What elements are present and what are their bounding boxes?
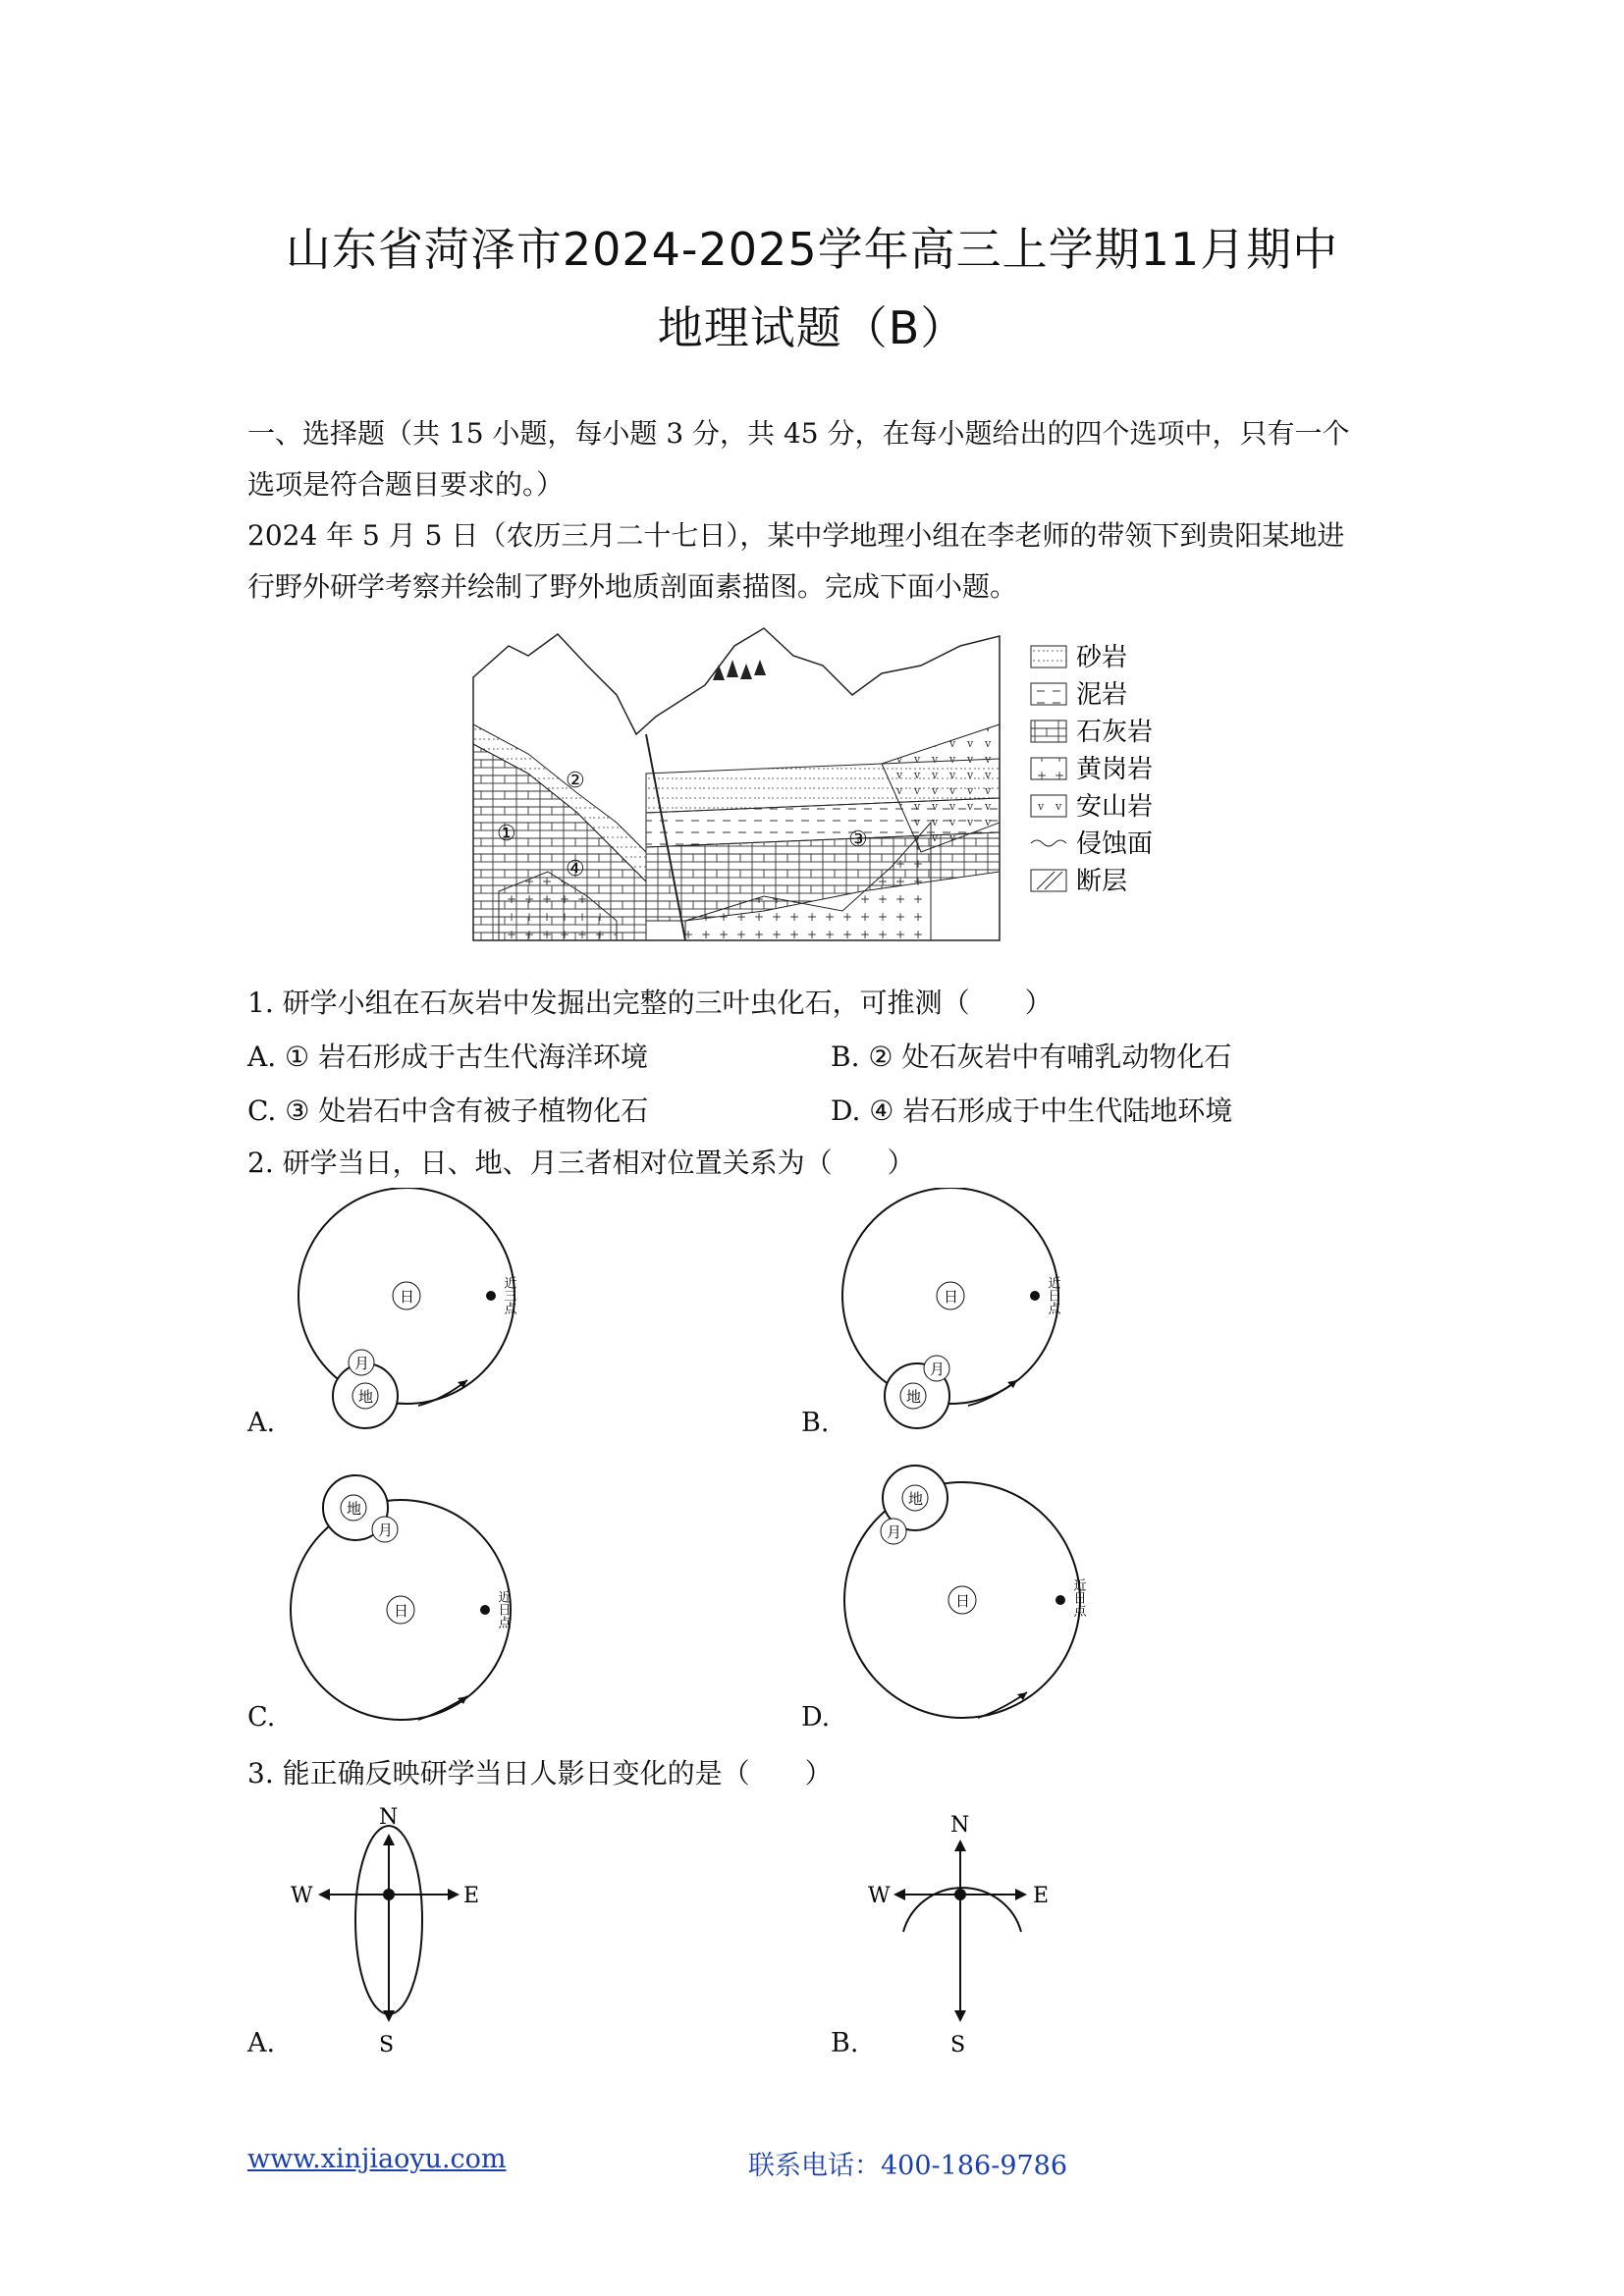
sun-label: 日 [955,1592,971,1610]
legend-andesite: 安山岩 [1076,792,1154,822]
moon-label: 月 [378,1522,394,1539]
west-label: W [291,1884,313,1908]
sun-label: 日 [400,1288,415,1306]
q2-diagram-c[interactable] [275,1463,550,1728]
east-label: E [463,1884,480,1908]
q2-diagram-a[interactable] [275,1188,550,1443]
q2-label-a: A. [247,1408,276,1438]
perihelion-label: 近三点 [501,1276,516,1314]
north-label: N [950,1813,970,1838]
q2-stem: 2. 研学当日，日、地、月三者相对位置关系为（ ） [247,1147,915,1179]
footer-phone: 联系电话：400-186-9786 [748,2151,1068,2181]
earth-label: 地 [358,1388,374,1406]
marker-4: ④ [566,857,585,881]
perihelion-label: 近日点 [1045,1276,1060,1314]
marker-3: ③ [848,828,868,852]
q2-diagram-b[interactable] [825,1188,1100,1443]
q2-label-b: B. [801,1408,830,1438]
legend-mudstone: 泥岩 [1076,680,1128,710]
earth-label: 地 [906,1388,922,1406]
earth-label: 地 [908,1490,924,1508]
legend-erosion-surface: 侵蚀面 [1076,829,1154,859]
sun-label: 日 [394,1602,409,1620]
marker-2: ② [566,769,585,793]
q3-diagram-b[interactable] [858,1810,1064,2056]
q3-label-a: A. [247,2028,276,2058]
moon-label: 月 [887,1523,902,1541]
moon-label: 月 [930,1361,946,1378]
page-title: 山东省菏泽市2024-2025学年高三上学期11月期中 [285,223,1339,276]
marker-1: ① [497,822,516,846]
south-label: S [950,2033,966,2056]
legend-fault: 断层 [1076,867,1128,896]
q1-stem: 1. 研学小组在石灰岩中发掘出完整的三叶虫化石，可推测（ ） [247,987,1053,1019]
north-label: N [379,1805,399,1830]
q2-label-c: C. [247,1702,276,1733]
perihelion-label: 近日点 [495,1590,511,1629]
geologic-section-figure [469,626,1176,962]
q3-diagram-a[interactable] [281,1802,497,2057]
south-label: S [379,2033,395,2057]
q1-option-c[interactable]: C. ③ 处岩石中含有被子植物化石 [247,1095,649,1127]
q2-label-d: D. [801,1702,831,1733]
q1-option-d[interactable]: D. ④ 岩石形成于中生代陆地环境 [831,1095,1233,1127]
q2-diagram-d[interactable] [825,1453,1119,1728]
instruction-line: 一、选择题（共 15 小题，每小题 3 分，共 45 分，在每小题给出的四个选项中，只有一个 [247,417,1350,450]
q1-option-b[interactable]: B. ② 处石灰岩中有哺乳动物化石 [831,1041,1232,1073]
context-line: 行野外研学考察并绘制了野外地质剖面素描图。完成下面小题。 [247,570,1018,603]
page-subtitle: 地理试题（B） [657,301,967,354]
earth-label: 地 [347,1500,362,1518]
footer-website-link[interactable]: www.xinjiaoyu.com [247,2144,507,2174]
section-instruction [247,408,1386,613]
perihelion-label: 近日点 [1070,1578,1086,1617]
instruction-line: 选项是符合题目要求的。） [247,468,565,501]
west-label: W [868,1884,891,1908]
legend-limestone: 石灰岩 [1076,718,1154,747]
moon-label: 月 [354,1355,370,1372]
context-line: 2024 年 5 月 5 日（农历三月二十七日），某中学地理小组在李老师的带领下到贵阳某地进 [247,519,1345,552]
q3-label-b: B. [831,2028,859,2058]
legend-sandstone: 砂岩 [1076,643,1128,672]
sun-label: 日 [944,1288,959,1306]
q1-option-a[interactable]: A. ① 岩石形成于古生代海洋环境 [247,1041,649,1073]
legend [1031,643,1153,896]
legend-granite: 黄岗岩 [1076,755,1154,784]
east-label: E [1033,1884,1050,1908]
q3-stem: 3. 能正确反映研学当日人影日变化的是（ ） [247,1757,833,1789]
